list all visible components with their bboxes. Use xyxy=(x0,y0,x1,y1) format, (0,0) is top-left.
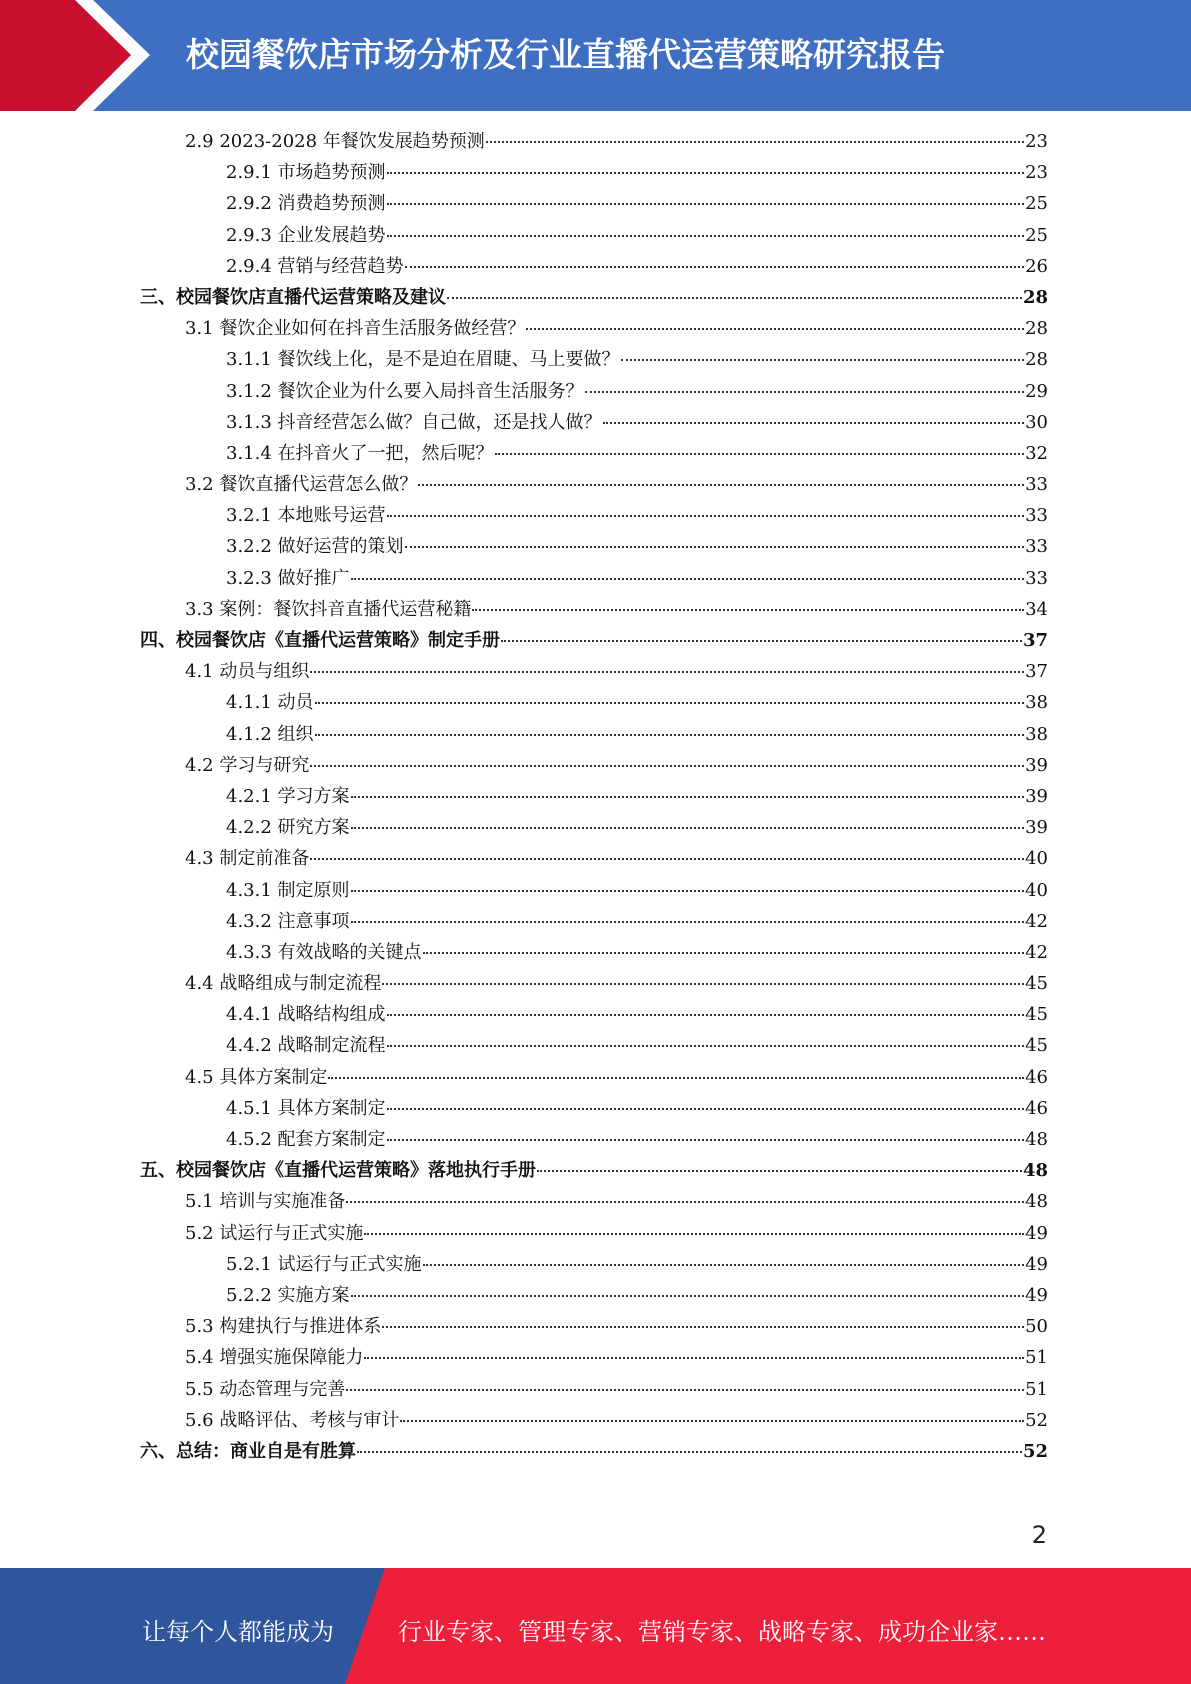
toc-dot-leader xyxy=(387,203,1025,205)
toc-entry-page: 33 xyxy=(1025,474,1048,496)
toc-entry[interactable] xyxy=(140,158,1048,189)
toc-dot-leader xyxy=(310,765,1024,767)
toc-entry[interactable] xyxy=(140,501,1048,532)
toc-entry[interactable] xyxy=(140,876,1048,907)
toc-entry[interactable] xyxy=(140,1406,1048,1437)
toc-dot-leader xyxy=(387,515,1025,517)
page-number: 2 xyxy=(1031,1521,1047,1549)
toc-entry-page: 38 xyxy=(1025,723,1048,745)
toc-entry[interactable] xyxy=(140,657,1048,688)
toc-entry-page: 52 xyxy=(1022,1440,1048,1462)
toc-entry[interactable] xyxy=(140,1156,1048,1187)
toc-entry[interactable] xyxy=(140,1312,1048,1343)
toc-entry-title: 2.9.1 市场趋势预测 xyxy=(226,162,386,184)
toc-entry-page: 23 xyxy=(1025,162,1048,184)
toc-entry[interactable] xyxy=(140,813,1048,844)
toc-entry-title: 5.2.1 试运行与正式实施 xyxy=(226,1253,422,1275)
toc-dot-leader xyxy=(346,1201,1024,1203)
toc-entry-page: 49 xyxy=(1025,1222,1048,1244)
toc-entry-title: 2.9 2023-2028 年餐饮发展趋势预测 xyxy=(185,131,485,152)
toc-entry[interactable] xyxy=(140,907,1048,938)
toc-entry[interactable] xyxy=(140,844,1048,875)
toc-dot-leader xyxy=(387,235,1025,237)
toc-dot-leader xyxy=(351,1295,1025,1297)
toc-entry-page: 40 xyxy=(1025,879,1048,901)
toc-dot-leader xyxy=(537,1170,1022,1172)
toc-entry[interactable] xyxy=(140,1375,1048,1406)
toc-entry-page: 37 xyxy=(1022,630,1048,651)
toc-entry-page: 39 xyxy=(1025,754,1048,776)
toc-entry-page: 38 xyxy=(1025,692,1048,714)
footer-slogan-right: 行业专家、管理专家、营销专家、战略专家、成功企业家…… xyxy=(398,1618,1046,1646)
toc-entry-page: 39 xyxy=(1025,785,1048,807)
toc-entry-title: 4.5.2 配套方案制定 xyxy=(226,1129,386,1150)
toc-entry-title: 4.3.2 注意事项 xyxy=(226,910,350,932)
toc-dot-leader xyxy=(486,141,1024,143)
toc-entry-page: 42 xyxy=(1025,910,1048,932)
toc-entry[interactable] xyxy=(140,969,1048,1000)
toc-dot-leader xyxy=(405,546,1025,548)
toc-entry-page: 46 xyxy=(1025,1066,1048,1088)
toc-entry-page: 28 xyxy=(1022,286,1048,308)
toc-entry-page: 25 xyxy=(1025,193,1048,215)
toc-entry-title: 3.2.2 做好运营的策划 xyxy=(226,536,404,558)
toc-entry-page: 26 xyxy=(1025,255,1048,277)
toc-entry-title: 2.9.2 消费趋势预测 xyxy=(226,193,386,215)
toc-entry[interactable] xyxy=(140,1063,1048,1094)
toc-entry-title: 六、总结：商业自是有胜算 xyxy=(140,1440,356,1462)
toc-dot-leader xyxy=(418,484,1024,486)
toc-entry-title: 4.4.2 战略制定流程 xyxy=(226,1035,386,1057)
toc-dot-leader xyxy=(310,858,1024,860)
toc-entry-page: 32 xyxy=(1025,442,1048,464)
toc-dot-leader xyxy=(387,1139,1025,1141)
toc-entry[interactable] xyxy=(140,345,1048,376)
toc-entry-page: 51 xyxy=(1025,1378,1048,1400)
toc-dot-leader xyxy=(447,297,1022,299)
toc-entry-page: 28 xyxy=(1025,318,1048,340)
toc-entry-title: 五、校园餐饮店《直播代运营策略》落地执行手册 xyxy=(140,1160,536,1182)
toc-entry[interactable] xyxy=(140,1437,1048,1468)
toc-entry[interactable] xyxy=(140,189,1048,220)
toc-entry-title: 三、校园餐饮店直播代运营策略及建议 xyxy=(140,286,446,308)
toc-entry-page: 48 xyxy=(1022,1160,1048,1182)
toc-dot-leader xyxy=(382,983,1024,985)
toc-entry[interactable] xyxy=(140,1125,1048,1156)
toc-dot-leader xyxy=(387,1014,1025,1016)
toc-dot-leader xyxy=(382,1326,1024,1328)
toc-entry-page: 48 xyxy=(1025,1191,1048,1213)
toc-entry-title: 4.5.1 具体方案制定 xyxy=(226,1097,386,1119)
toc-entry[interactable] xyxy=(140,439,1048,470)
toc-entry[interactable] xyxy=(140,626,1048,657)
toc-entry-page: 30 xyxy=(1025,411,1048,433)
toc-entry[interactable] xyxy=(140,470,1048,501)
footer-slogan-left: 让每个人都能成为 xyxy=(142,1618,334,1646)
toc-entry-page: 52 xyxy=(1025,1409,1048,1431)
toc-entry-title: 4.3.3 有效战略的关键点 xyxy=(226,941,422,963)
toc-dot-leader xyxy=(423,952,1025,954)
toc-entry-title: 4.4.1 战略结构组成 xyxy=(226,1004,386,1026)
toc-entry-title: 4.5 具体方案制定 xyxy=(185,1066,328,1088)
toc-entry[interactable] xyxy=(140,1094,1048,1125)
toc-dot-leader xyxy=(346,1389,1024,1391)
toc-dot-leader xyxy=(423,1264,1025,1266)
toc-dot-leader xyxy=(364,1357,1024,1359)
toc-entry-title: 4.1.1 动员 xyxy=(226,692,314,714)
toc-entry-page: 34 xyxy=(1025,598,1048,620)
toc-entry-page: 48 xyxy=(1025,1129,1048,1150)
toc-entry-title: 4.3 制定前准备 xyxy=(185,848,310,870)
page-footer xyxy=(0,1568,1191,1684)
toc-entry-title: 5.3 构建执行与推进体系 xyxy=(185,1316,382,1338)
toc-entry-title: 4.1 动员与组织 xyxy=(185,661,310,683)
toc-entry-page: 49 xyxy=(1025,1253,1048,1275)
toc-dot-leader xyxy=(351,578,1025,580)
toc-dot-leader xyxy=(400,1420,1024,1422)
toc-entry[interactable] xyxy=(140,1187,1048,1218)
toc-entry-page: 29 xyxy=(1025,380,1048,402)
toc-entry[interactable] xyxy=(140,1343,1048,1374)
toc-entry[interactable] xyxy=(140,283,1048,314)
toc-dot-leader xyxy=(495,453,1025,455)
toc-entry-title: 四、校园餐饮店《直播代运营策略》制定手册 xyxy=(140,630,500,651)
toc-entry-title: 3.2 餐饮直播代运营怎么做？ xyxy=(185,474,418,496)
toc-entry-title: 2.9.3 企业发展趋势 xyxy=(226,224,386,246)
toc-entry-page: 28 xyxy=(1025,349,1048,371)
toc-entry[interactable] xyxy=(140,1250,1048,1281)
toc-dot-leader xyxy=(310,671,1024,673)
toc-entry-page: 42 xyxy=(1025,941,1048,963)
toc-dot-leader xyxy=(621,359,1025,361)
toc-entry-title: 4.2.1 学习方案 xyxy=(226,785,350,807)
toc-entry[interactable] xyxy=(140,751,1048,782)
toc-entry[interactable] xyxy=(140,1000,1048,1031)
toc-entry[interactable] xyxy=(140,938,1048,969)
toc-entry[interactable] xyxy=(140,532,1048,563)
toc-entry-page: 49 xyxy=(1025,1284,1048,1306)
toc-entry[interactable] xyxy=(140,1031,1048,1062)
toc-entry-page: 40 xyxy=(1025,848,1048,870)
toc-entry[interactable] xyxy=(140,564,1048,595)
toc-entry-page: 45 xyxy=(1025,973,1048,995)
toc-dot-leader xyxy=(501,640,1022,642)
toc-dot-leader xyxy=(603,422,1025,424)
toc-dot-leader xyxy=(357,1451,1022,1453)
toc-entry-page: 50 xyxy=(1025,1316,1048,1338)
toc-entry-title: 4.1.2 组织 xyxy=(226,723,314,745)
toc-entry-title: 3.1.4 在抖音火了一把，然后呢？ xyxy=(226,442,494,464)
toc-entry-page: 33 xyxy=(1025,505,1048,527)
report-title: 校园餐饮店市场分析及行业直播代运营策略研究报告 xyxy=(186,35,945,74)
toc-dot-leader xyxy=(405,266,1025,268)
toc-entry-title: 3.1.1 餐饮线上化，是不是迫在眉睫、马上要做？ xyxy=(226,349,620,371)
toc-dot-leader xyxy=(328,1077,1024,1079)
toc-entry-title: 2.9.4 营销与经营趋势 xyxy=(226,255,404,277)
toc-dot-leader xyxy=(351,921,1025,923)
toc-entry-page: 45 xyxy=(1025,1004,1048,1026)
toc-entry-title: 5.1 培训与实施准备 xyxy=(185,1191,346,1213)
toc-entry-page: 45 xyxy=(1025,1035,1048,1057)
toc-dot-leader xyxy=(364,1233,1024,1235)
toc-entry-title: 4.4 战略组成与制定流程 xyxy=(185,973,382,995)
toc-entry-page: 33 xyxy=(1025,536,1048,558)
toc-entry[interactable] xyxy=(140,688,1048,719)
toc-dot-leader xyxy=(472,609,1024,611)
toc-entry-page: 39 xyxy=(1025,817,1048,839)
toc-entry-title: 5.6 战略评估、考核与审计 xyxy=(185,1409,400,1431)
toc-entry-page: 33 xyxy=(1025,567,1048,589)
toc-entry-title: 3.1.2 餐饮企业为什么要入局抖音生活服务？ xyxy=(226,380,584,402)
toc-dot-leader xyxy=(585,391,1025,393)
toc-dot-leader xyxy=(526,328,1024,330)
page-header xyxy=(0,0,1191,111)
toc-entry-title: 3.3 案例：餐饮抖音直播代运营秘籍 xyxy=(185,598,472,620)
toc-entry-title: 5.5 动态管理与完善 xyxy=(185,1378,346,1400)
toc-entry-title: 4.2.2 研究方案 xyxy=(226,817,350,839)
toc-entry-page: 46 xyxy=(1025,1097,1048,1119)
toc-entry-page: 37 xyxy=(1025,661,1048,683)
toc-entry[interactable] xyxy=(140,252,1048,283)
toc-dot-leader xyxy=(387,1108,1025,1110)
toc-entry-title: 4.3.1 制定原则 xyxy=(226,879,350,901)
toc-entry-page: 23 xyxy=(1025,131,1048,152)
toc-entry-title: 5.4 增强实施保障能力 xyxy=(185,1347,364,1369)
toc-entry-title: 5.2.2 实施方案 xyxy=(226,1284,350,1306)
toc-entry-page: 25 xyxy=(1025,224,1048,246)
toc-entry[interactable] xyxy=(140,1281,1048,1312)
toc-entry[interactable] xyxy=(140,720,1048,751)
toc-entry[interactable] xyxy=(140,377,1048,408)
toc-entry[interactable] xyxy=(140,408,1048,439)
toc-entry[interactable] xyxy=(140,782,1048,813)
toc-entry-page: 51 xyxy=(1025,1347,1048,1369)
toc-entry-title: 4.2 学习与研究 xyxy=(185,754,310,776)
toc-dot-leader xyxy=(387,1045,1025,1047)
toc-entry-title: 5.2 试运行与正式实施 xyxy=(185,1222,364,1244)
toc-entry-title: 3.2.3 做好推广 xyxy=(226,567,350,589)
toc-entry-title: 3.2.1 本地账号运营 xyxy=(226,505,386,527)
toc-entry-title: 3.1.3 抖音经营怎么做？自己做，还是找人做？ xyxy=(226,411,602,433)
toc-dot-leader xyxy=(351,796,1025,798)
toc-dot-leader xyxy=(315,734,1025,736)
toc-dot-leader xyxy=(351,827,1025,829)
toc-entry[interactable] xyxy=(140,1219,1048,1250)
toc-entry[interactable] xyxy=(140,127,1048,158)
toc-entry[interactable] xyxy=(140,595,1048,626)
table-of-contents xyxy=(140,127,1048,1468)
toc-entry-title: 3.1 餐饮企业如何在抖音生活服务做经营？ xyxy=(185,318,526,340)
toc-dot-leader xyxy=(351,890,1025,892)
toc-dot-leader xyxy=(315,702,1025,704)
toc-entry[interactable] xyxy=(140,221,1048,252)
toc-entry[interactable] xyxy=(140,314,1048,345)
toc-dot-leader xyxy=(387,172,1025,174)
